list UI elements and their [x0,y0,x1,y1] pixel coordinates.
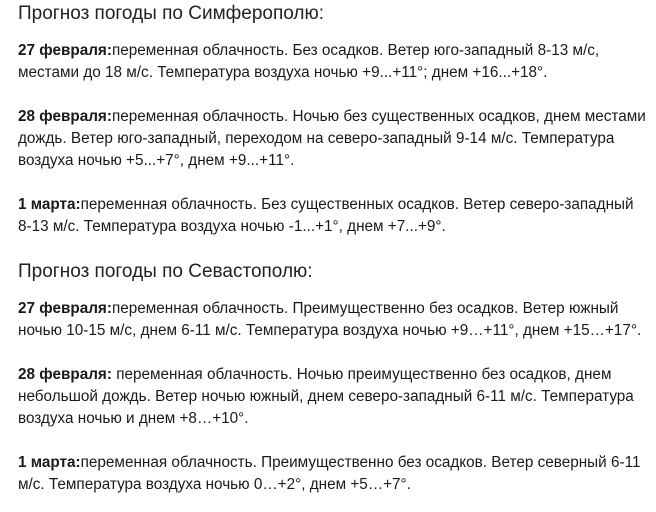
forecast-text: переменная облачность. Преимущественно без осадков. Ветер северный 6-11 м/с. Температура воздуха ночью 0…+2°, днем +5…+7°. [18,454,641,493]
forecast-text: переменная облачность. Ночью преимущественно без осадков, днем небольшой дождь. Ветер ночью южный, днем северо-западный 6-11 м/с. Температура воздуха ночью и днем +8…+10°. [18,366,634,427]
simferopol-forecast-entry-3 [18,194,648,238]
simferopol-title: Прогноз погоды по Симферополю: [18,3,325,24]
sevastopol-title: Прогноз погоды по Севастополю: [18,261,313,282]
forecast-date: 27 февраля: [18,300,112,317]
simferopol-forecast-entry-2 [18,106,648,172]
forecast-text: переменная облачность. Преимущественно без осадков. Ветер южный ночью 10-15 м/с, днем 6-11 м/с. Температура воздуха ночью +9…+11°, днем +15…+17°. [18,300,642,339]
sevastopol-forecast-entry-3 [18,452,648,496]
simferopol-forecast-entry-1 [18,40,648,84]
forecast-text: переменная облачность. Без осадков. Ветер юго-западный 8-13 м/с, местами до 18 м/с. Температура воздуха ночью +9...+11°; днем +16...+18°. [18,42,600,81]
forecast-date: 28 февраля: [18,366,112,383]
forecast-text: переменная облачность. Без существенных осадков. Ветер северо-западный 8-13 м/с. Температура воздуха ночью -1...+1°, днем +7...+9°. [18,196,634,235]
forecast-date: 27 февраля: [18,42,112,59]
sevastopol-forecast-entry-2 [18,364,648,430]
forecast-document [18,0,648,496]
forecast-date: 1 марта: [18,454,81,471]
forecast-date: 28 февраля: [18,108,112,125]
forecast-text: переменная облачность. Ночью без существенных осадков, днем местами дождь. Ветер юго-западный, переходом на северо-западный 9-14 м/с. Температура воздуха ночью +5...+7°, днем +9...+11°. [18,108,646,169]
forecast-date: 1 марта: [18,196,81,213]
sevastopol-forecast-entry-1 [18,298,648,342]
